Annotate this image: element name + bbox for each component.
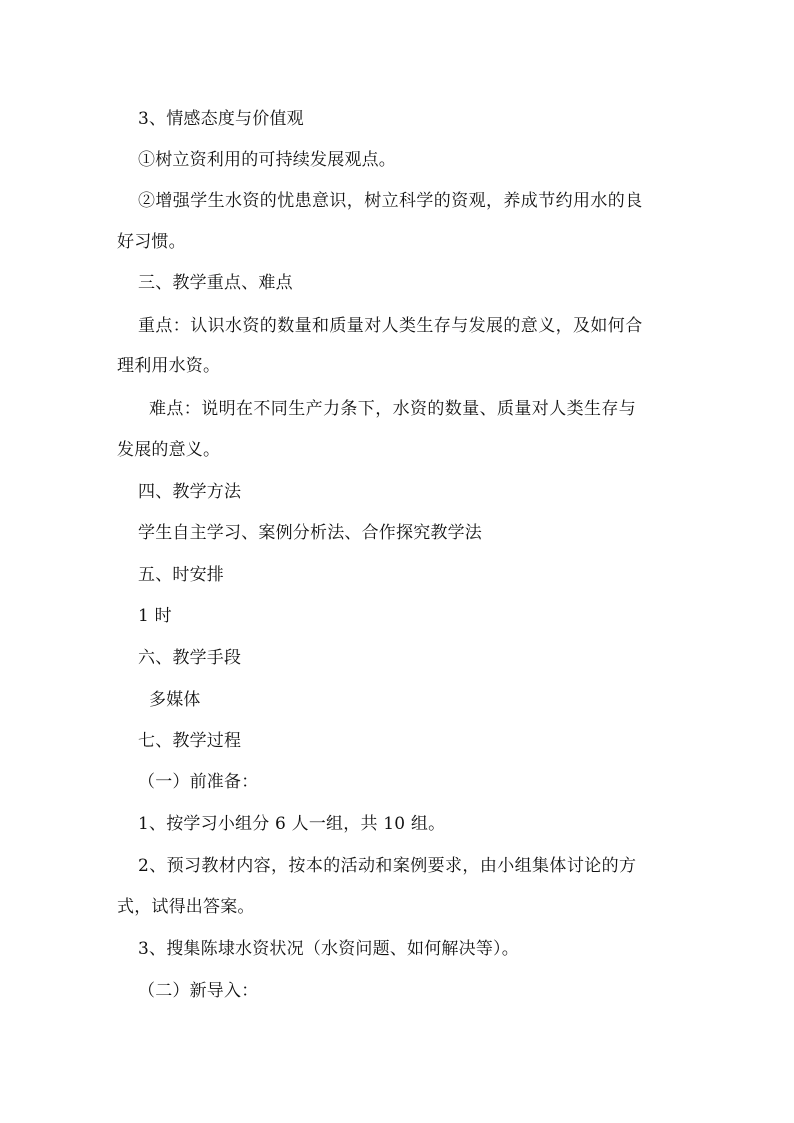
paragraph-line: 3、搜集陈埭水资状况（水资问题、如何解决等）。	[138, 939, 519, 959]
paragraph-line: 重点：认识水资的数量和质量对人类生存与发展的意义，及如何合	[138, 316, 643, 336]
paragraph-line: ①树立资利用的可持续发展观点。	[138, 150, 396, 170]
paragraph-line: 2、预习教材内容，按本的活动和案例要求，由小组集体讨论的方	[138, 856, 637, 876]
paragraph-line: ②增强学生水资的忧患意识，树立科学的资观，养成节约用水的良	[138, 191, 643, 211]
section-heading-teaching-methods: 四、教学方法	[138, 482, 242, 502]
paragraph-line: 式，试得出答案。	[117, 897, 255, 917]
section-heading-attitudes-values: 3、情感态度与价值观	[138, 109, 304, 129]
section-heading-time-arrangement: 五、时安排	[138, 565, 224, 585]
section-heading-teaching-process: 七、教学过程	[138, 731, 242, 751]
section-heading-key-difficult-points: 三、教学重点、难点	[138, 273, 293, 293]
subsection-heading-preparation: （一）前准备：	[138, 772, 259, 792]
paragraph-line: 学生自主学习、案例分析法、合作探究教学法	[138, 523, 482, 543]
section-heading-teaching-means: 六、教学手段	[138, 648, 242, 668]
subsection-heading-new-lesson: （二）新导入：	[138, 981, 259, 1001]
paragraph-line: 好习惯。	[117, 232, 186, 252]
paragraph-line: 难点：说明在不同生产力条下，水资的数量、质量对人类生存与	[149, 399, 637, 419]
paragraph-line: 理利用水资。	[117, 356, 221, 376]
paragraph-line: 发展的意义。	[117, 440, 221, 460]
paragraph-line: 1、按学习小组分 6 人一组，共 10 组。	[138, 814, 446, 834]
paragraph-line: 1 时	[138, 606, 172, 626]
paragraph-line: 多媒体	[149, 690, 201, 710]
